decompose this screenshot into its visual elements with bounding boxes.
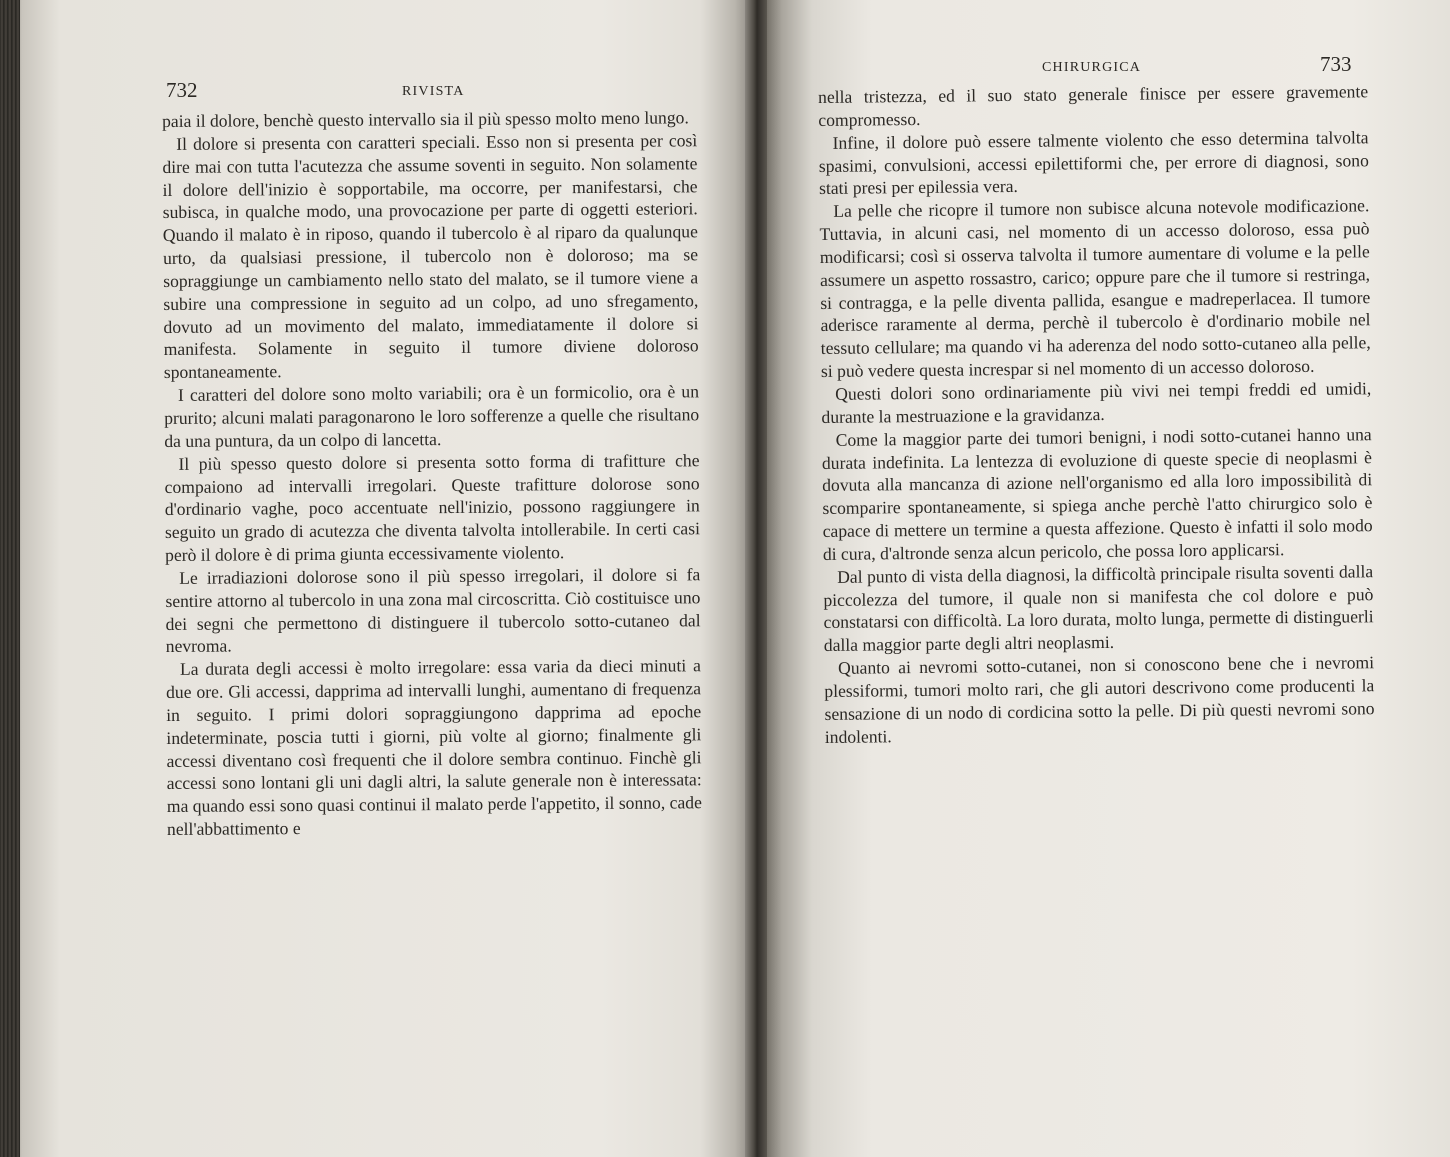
paragraph: Infine, il dolore può essere talmente violento che esso determina talvolta spasimi, convulsioni, accessi epilettiformi che, per errore di diagnosi, sono stati presi per epilessia vera.	[818, 126, 1369, 199]
paragraph: nella tristezza, ed il suo stato generale finisce per essere gravemente compromesso.	[818, 81, 1369, 130]
left-running-head: RIVISTA	[402, 84, 465, 99]
paragraph: Il più spesso questo dolore si presenta sotto forma di trafitture che compaiono ad intervalli irregolari. Queste trafitture dolorose sono d'ordinario vaghe, poco accentuate nell'inizio, possono raggiungere in seguito un grado di acutezza che diventa talvolta intollerabile. In certi casi però il dolore è di prima giunta eccessivamente violento.	[164, 449, 701, 566]
right-running-head: CHIRURGICA	[1042, 60, 1142, 75]
paragraph: Come la maggior parte dei tumori benigni, i nodi sotto-cutanei hanno una durata indefinita. La lentezza di evoluzione di queste specie di neoplasmi è dovuta alla mancanza di azione nell'organismo ed alla loro impossibilità di scomparire spontaneamente, si spiega anche perchè l'atto chirurgico solo è capace di mettere un termine a questa affezione. Questo è infatti il solo modo di cura, d'altronde senza alcun pericolo, che possa loro applicarsi.	[821, 423, 1373, 564]
left-page-number: 732	[166, 78, 198, 102]
paragraph: I caratteri del dolore sono molto variabili; ora è un formicolio, ora è un prurito; alcuni malati paragonarono le loro sofferenze a quelle che risultano da una puntura, da un colpo di lancetta.	[164, 381, 700, 451]
right-body-text	[818, 80, 1375, 748]
page-edges	[0, 0, 20, 1157]
paragraph: La durata degli accessi è molto irregolare: essa varia da dieci minuti a due ore. Gli accessi, dapprima ad intervalli lunghi, aumentano di frequenza in seguito. I primi dolori sopraggiungono dapprima ad epoche indeterminate, poscia tutti i giorni, più volte al giorno; finalmente gli accessi diventano così frequenti che il dolore sembra continuo. Finchè gli accessi sono lontani gli uni dagli altri, la salute generale non è interessata: ma quando essi sono quasi continui il malato perde l'appetito, il sonno, cade nell'abbattimento e	[165, 655, 702, 840]
left-body-text	[162, 106, 702, 841]
paragraph: Dal punto di vista della diagnosi, la difficoltà principale risulta soventi dalla piccolezza del tumore, il quale non si manifesta che col dolore e può constatarsi con difficoltà. La loro durata, molto lunga, permette di distinguerli dalla maggior parte degli altri neoplasmi.	[823, 560, 1374, 656]
paragraph: Quanto ai nevromi sotto-cutanei, non si conoscono bene che i nevromi plessiformi, tumori molto rari, che gli autori descrivono come producenti la sensazione di un nodo di cordicina sotto la pelle. Di più questi nevromi sono indolenti.	[824, 652, 1375, 747]
right-page-number: 733	[1320, 52, 1352, 76]
paragraph: Questi dolori sono ordinariamente più vivi nei tempi freddi ed umidi, durante la mestruazione e la gravidanza.	[821, 378, 1372, 427]
book-spine	[745, 0, 767, 1157]
paragraph: La pelle che ricopre il tumore non subisce alcuna notevole modificazione. Tuttavia, in alcuni casi, nel momento di un accesso doloroso, essa può modificarsi; così si osserva talvolta il tumore aumentare di volume e la pelle assumere un aspetto rossastro, carico; oppure pare che il tumore si restringa, si contragga, e la pelle diventa pallida, esangue e madreperlacea. Il tumore aderisce raramente al derma, perchè il tubercolo è d'ordinario mobile nel tessuto cellulare; ma quando vi ha aderenza del nodo sotto-cutaneo alla pelle, si può vedere questa increspar si nel momento di un accesso doloroso.	[819, 195, 1371, 382]
paragraph: Il dolore si presenta con caratteri speciali. Esso non si presenta per così dire mai con tutta l'acutezza che assume soventi in seguito. Non solamente il dolore dell'inizio è sopportabile, ma occorre, per manifestarsi, che subisca, in qualche modo, una provocazione per parte di oggetti esteriori. Quando il malato è in riposo, quando il tubercolo è al riparo da qualunque urto, da qualsiasi pressione, il tubercolo non è doloroso; ma se sopraggiunge un cambiamento nello stato del malato, se il tumore viene a subire una compressione in seguito ad un colpo, ad uno sfregamento, dovuto ad un movimento del malato, immediatamente il dolore si manifesta. Solamente in seguito il tumore diviene doloroso spontaneamente.	[162, 130, 699, 383]
paragraph: paia il dolore, benchè questo intervallo sia il più spesso molto meno lungo.	[162, 107, 689, 131]
paragraph: Le irradiazioni dolorose sono il più spesso irregolari, il dolore si fa sentire attorno al tubercolo in una zona mal circoscritta. Ciò costituisce uno dei segni che permettono di distinguere il tubercolo sotto-cutaneo dal nevroma.	[165, 564, 701, 657]
